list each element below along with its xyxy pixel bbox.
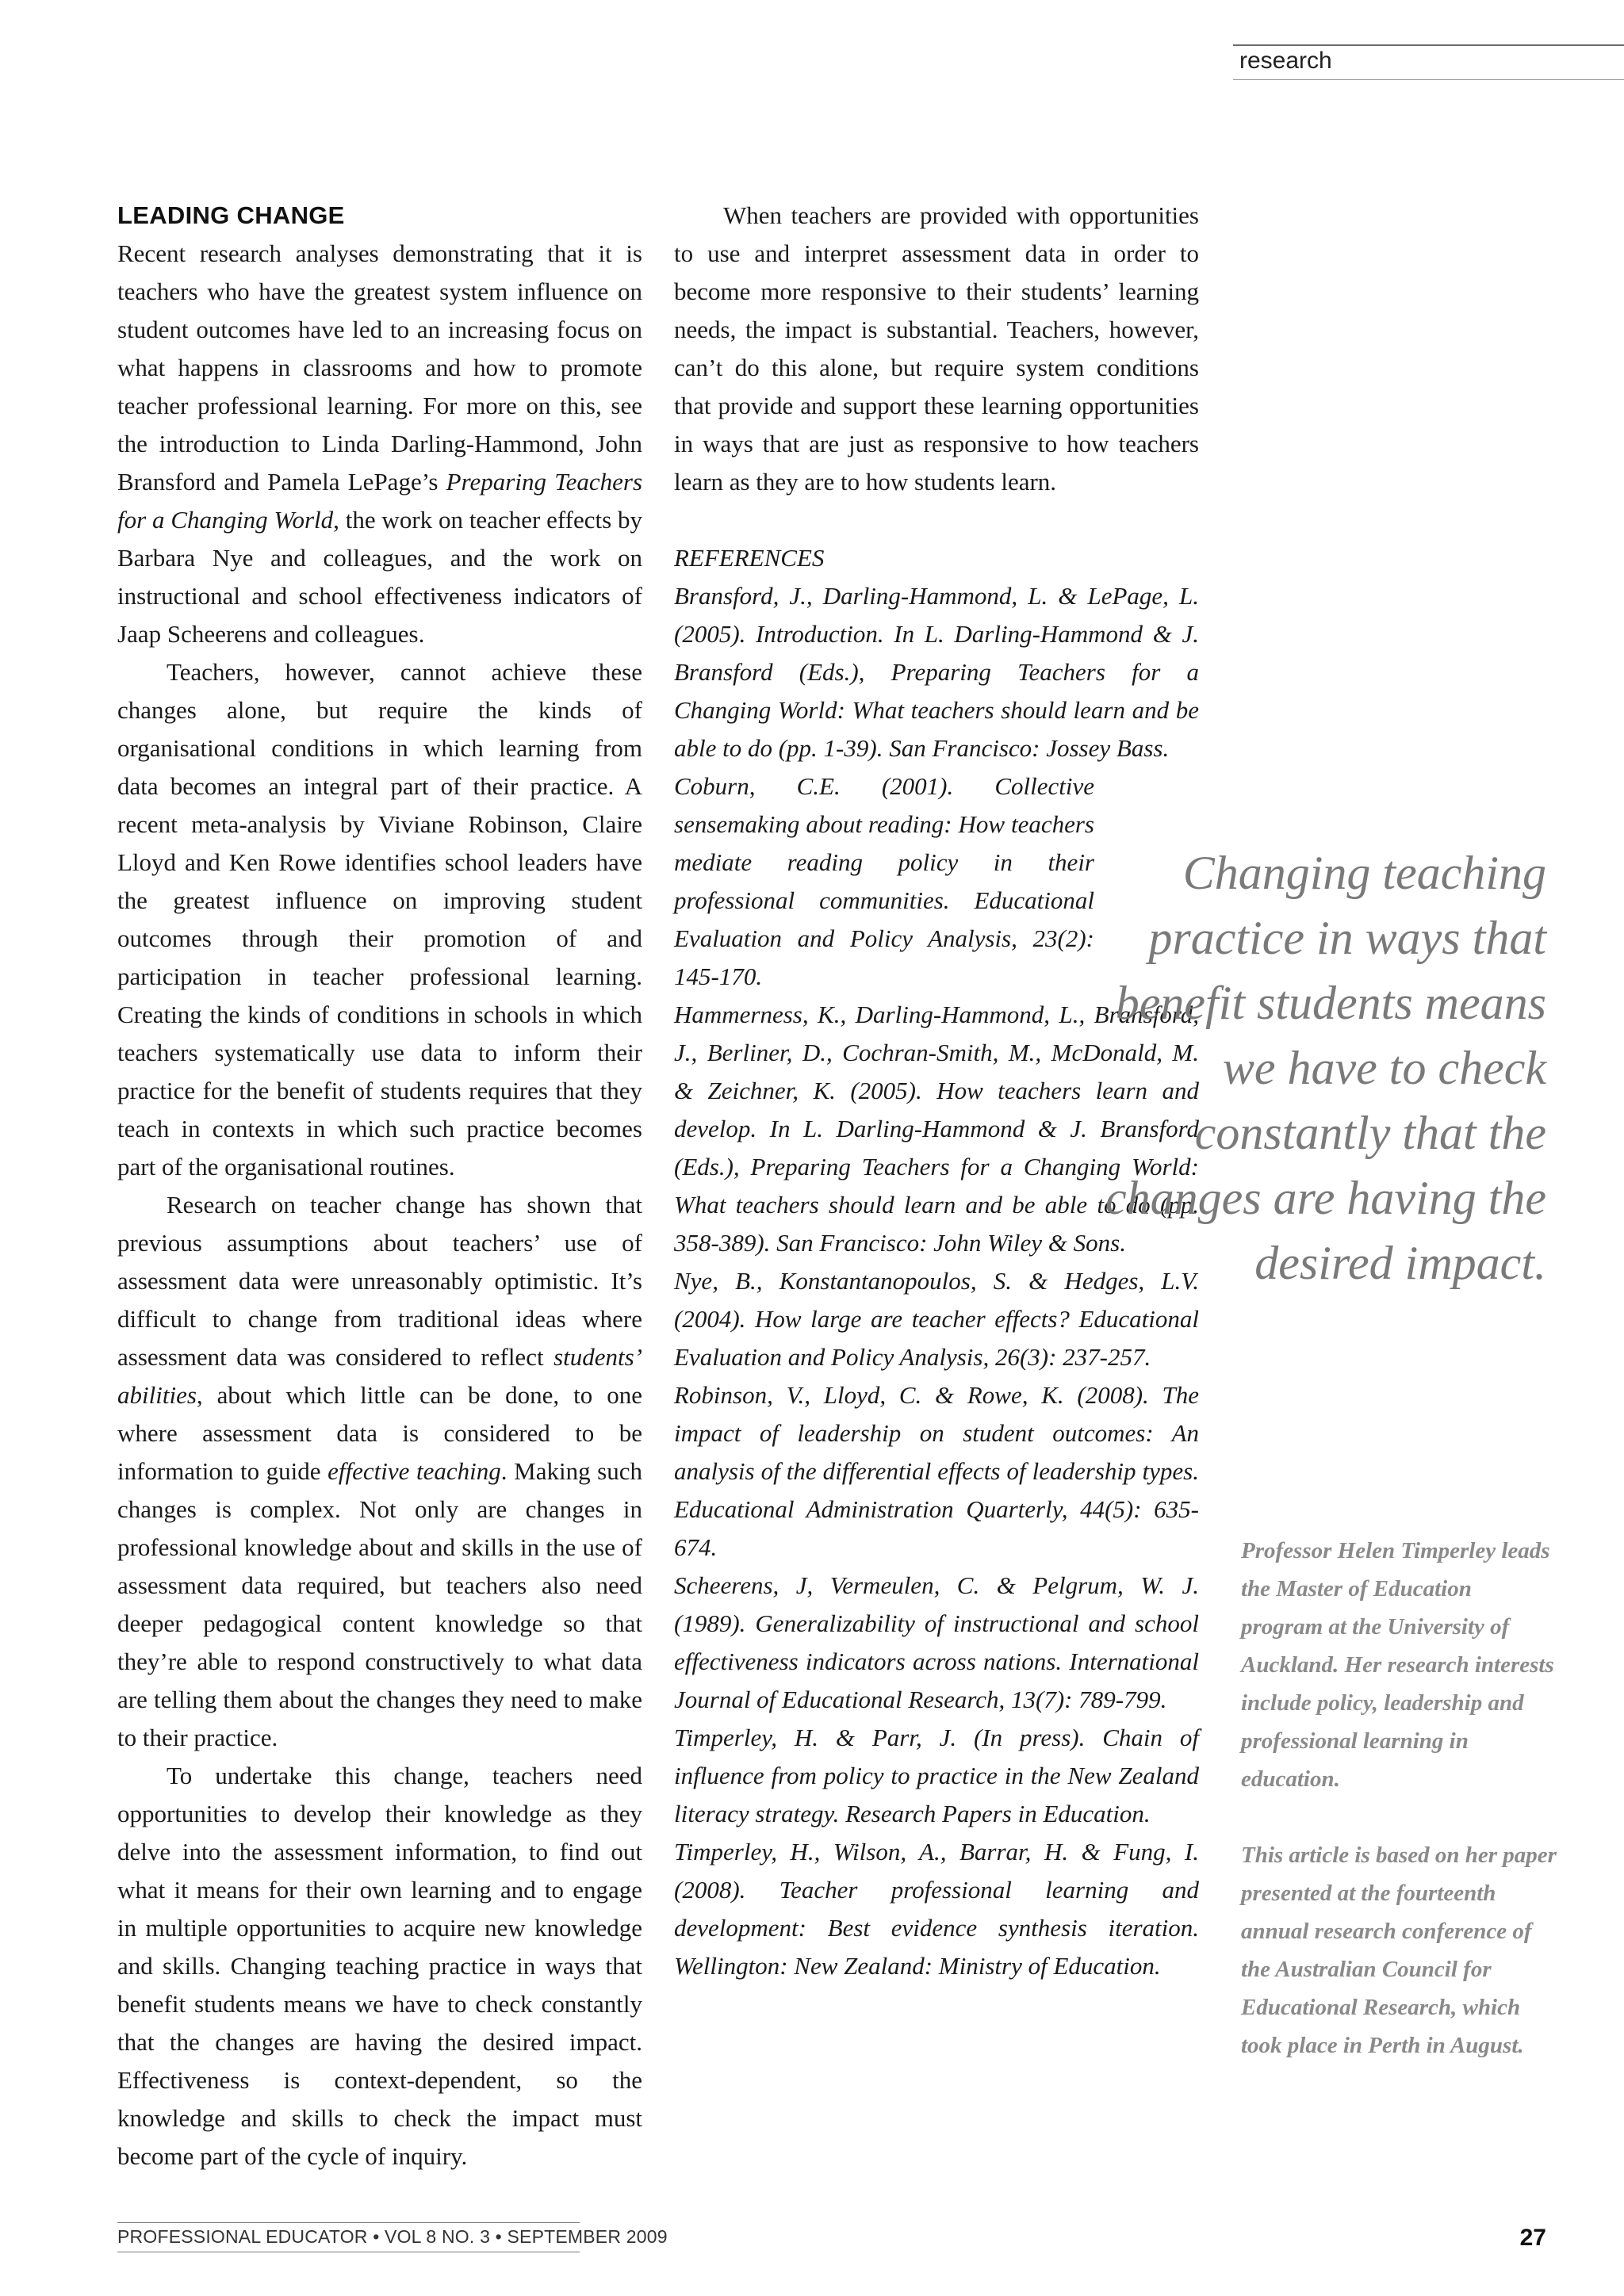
article-column-left — [117, 197, 642, 2175]
paragraph-3-part-1: Research on teacher change has shown that previous assumptions about teachers’ use of assessment data were unreasonably optimistic. It’s difficult to change from traditional ideas where assessment data was considered to reflect — [117, 1191, 642, 1371]
reference-item: Bransford, J., Darling-Hammond, L. & LePage, L. (2005). Introduction. In L. Darling-Hammond & J. Bransford (Eds.), Preparing Teachers for a Changing World: What teachers should learn and be able to do (pp. 1-39). San Francisco: Jossey Bass. — [674, 582, 1199, 762]
references-heading: REFERENCES — [674, 544, 825, 572]
paragraph-1 — [117, 235, 642, 653]
author-bio — [1241, 1532, 1558, 2064]
paragraph-5: When teachers are provided with opportunities to use and interpret assessment data in order to become more responsive to their students’ learning needs, the impact is substantial. Teachers, however, can’t do this alone, but require system conditions that provide and support these learning opportunities in ways that are just as responsive to how teachers learn as they are to how students learn. — [674, 201, 1199, 496]
footer-rule — [117, 2222, 580, 2223]
paragraph-1-text-end: , the work on teacher effects by Barbara Nye and colleagues, and the work on instructional and school effectiveness indicators of Jaap Scheerens and colleagues. — [117, 506, 642, 648]
reference-item: Robinson, V., Lloyd, C. & Rowe, K. (2008). The impact of leadership on student outcomes: An analysis of the differential effects of leadership types. Educational Administration Quarterly, 44(5): 635-674. — [674, 1381, 1199, 1561]
pull-quote: Changing teaching practice in ways that benefit students means we have to check constantly that the changes are having the desired impact. — [1105, 847, 1546, 1289]
reference-item: Scheerens, J, Vermeulen, C. & Pelgrum, W. J. (1989). Generalizability of instructional and school effectiveness indicators across nations. International Journal of Educational Research, 13(7): 789-799. — [674, 1571, 1199, 1713]
reference-item: Hammerness, K., Darling-Hammond, L., Bransford, J., Berliner, D., Cochran-Smith, M., McDonald, M. & Zeichner, K. (2005). How teachers learn and develop. In L. Darling-Hammond & J. Bransford (Eds.), Preparing Teachers for a Changing World: What teachers should learn and be able to do (pp. 358-389). San Francisco: John Wiley & Sons. — [674, 1001, 1199, 1257]
reference-item: Nye, B., Konstantanopoulos, S. & Hedges, L.V. (2004). How large are teacher effects? Educational Evaluation and Policy Analysis, 26(3): 237-257. — [674, 1267, 1199, 1371]
page-number: 27 — [1519, 2225, 1546, 2251]
paragraph-1-text: Recent research analyses demonstrating that it is teachers who have the greatest system influence on student outcomes have led to an increasing focus on what happens in classrooms and how to promote teacher professional learning. For more on this, see the introduction to Linda Darling-Hammond, John Bransford and Pamela LePage’s — [117, 239, 642, 496]
paragraph-3-part-2: , about which little can be done, to one where assessment data is considered to be information to guide — [117, 1381, 642, 1485]
section-heading: LEADING CHANGE — [117, 201, 345, 229]
author-bio-text: Professor Helen Timperley leads the Master of Education program at the University of Auckland. Her research interests include policy, leadership and professional learning in education. — [1241, 1538, 1554, 1792]
paragraph-3-italic-1: students’ abilities — [117, 1343, 642, 1409]
paragraph-3-part-3: . Making such changes is complex. Not only are changes in professional knowledge about and skills in the use of assessment data required, but teachers also need deeper pedagogical content knowledge so that they’re able to respond constructively to what data are telling them about the changes they need to make to their practice. — [117, 1457, 643, 1751]
publication-info: PROFESSIONAL EDUCATOR • VOL 8 NO. 3 • SEPTEMBER 2009 — [117, 2226, 668, 2247]
reference-item: Timperley, H., Wilson, A., Barrar, H. & Fung, I. (2008). Teacher professional learning and development: Best evidence synthesis iteration. Wellington: New Zealand: Ministry of Education. — [674, 1838, 1199, 1980]
header-rule — [1233, 44, 1624, 46]
reference-item: Timperley, H. & Parr, J. (In press). Chain of influence from policy to practice in the New Zealand literacy strategy. Research Papers in Education. — [674, 1724, 1199, 1827]
article-note: This article is based on her paper presented at the fourteenth annual research conference of the Australian Council for Educational Research, which took place in Perth in August. — [1241, 1843, 1557, 2058]
paragraph-3-italic-2: effective teaching — [327, 1457, 501, 1485]
reference-item: Coburn, C.E. (2001). Collective sensemaking about reading: How teachers mediate reading policy in their professional communities. Educational Evaluation and Policy Analysis, 23(2): 145-170. — [674, 772, 1094, 990]
book-title: Preparing Teachers for a Changing World — [117, 468, 643, 534]
header-rule-lower — [1233, 79, 1624, 80]
paragraph-2: Teachers, however, cannot achieve these changes alone, but require the kinds of organisational conditions in which learning from data becomes an integral part of their practice. A recent meta-analysis by Viviane Robinson, Claire Lloyd and Ken Rowe identifies school leaders have the greatest influence on improving student outcomes through their promotion of and participation in teacher professional learning. Creating the kinds of conditions in schools in which teachers systematically use data to inform their practice for the benefit of students requires that they teach in contexts in which such practice becomes part of the organisational routines. — [117, 658, 642, 1181]
section-label: research — [1239, 48, 1332, 74]
paragraph-4: To undertake this change, teachers need opportunities to develop their knowledge as they delve into the assessment information, to find out what it means for their own learning and to engage in multiple opportunities to acquire new knowledge and skills. Changing teaching practice in ways that benefit students means we have to check constantly that the changes are having the desired impact. Effectiveness is context-dependent, so the knowledge and skills to check the impact must become part of the cycle of inquiry. — [117, 1762, 642, 2170]
paragraph-3 — [117, 1186, 642, 1757]
